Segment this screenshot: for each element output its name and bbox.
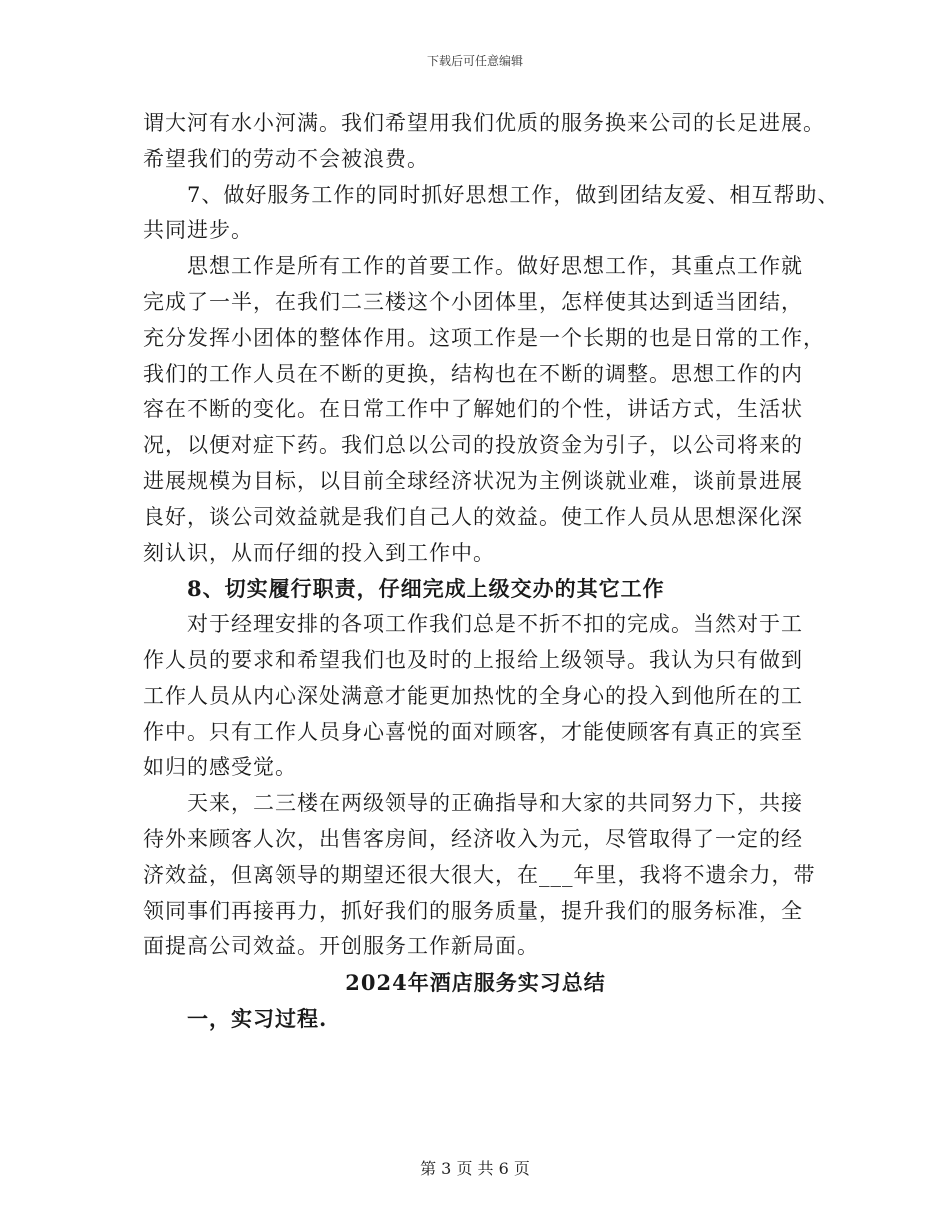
text-line: 完成了一半，在我们二三楼这个小团体里，怎样使其达到适当团结， bbox=[143, 289, 803, 314]
text-line: 刻认识，从而仔细的投入到工作中。 bbox=[143, 540, 495, 565]
text-line: 况，以便对症下药。我们总以公司的投放资金为引子，以公司将来的 bbox=[143, 433, 803, 458]
text-line: 面提高公司效益。开创服务工作新局面。 bbox=[143, 934, 539, 959]
text-line: 济效益，但离领导的期望还很大很大，在___年里，我将不遗余力，带 bbox=[143, 862, 816, 887]
text-line: 思想工作是所有工作的首要工作。做好思想工作，其重点工作就 bbox=[187, 254, 803, 279]
text-line: 进展规模为目标，以目前全球经济状况为主例谈就业难，谈前景进展 bbox=[143, 468, 803, 493]
section-heading: 一，实习过程. bbox=[187, 1005, 328, 1031]
text-line: 我们的工作人员在不断的更换，结构也在不断的调整。思想工作的内 bbox=[143, 361, 803, 386]
text-line: 对于经理安排的各项工作我们总是不折不扣的完成。当然对于工 bbox=[187, 612, 803, 637]
text-line: 共同进步。 bbox=[143, 218, 253, 243]
text-line: 充分发挥小团体的整体作用。这项工作是一个长期的也是日常的工作， bbox=[143, 325, 825, 350]
text-line: 作中。只有工作人员身心喜悦的面对顾客，才能使顾客有真正的宾至 bbox=[143, 719, 803, 744]
page-footer: 第 3 页 共 6 页 bbox=[420, 1159, 530, 1178]
section-title: 2024年酒店服务实习总结 bbox=[345, 970, 606, 996]
text-line: 作人员的要求和希望我们也及时的上报给上级领导。我认为只有做到 bbox=[143, 647, 803, 672]
page-header: 下载后可任意编辑 bbox=[426, 54, 523, 68]
text-line: 希望我们的劳动不会被浪费。 bbox=[143, 146, 429, 171]
text-line: 容在不断的变化。在日常工作中了解她们的个性，讲话方式，生活状 bbox=[143, 397, 803, 422]
text-line: 良好，谈公司效益就是我们自己人的效益。使工作人员从思想深化深 bbox=[143, 504, 803, 529]
text-line: 如归的感受觉。 bbox=[143, 755, 297, 780]
text-line: 工作人员从内心深处满意才能更加热忱的全身心的投入到他所在的工 bbox=[143, 683, 803, 708]
text-line: 待外来顾客人次，出售客房间，经济收入为元，尽管取得了一定的经 bbox=[143, 826, 803, 851]
text-line: 领同事们再接再力，抓好我们的服务质量，提升我们的服务标准，全 bbox=[143, 898, 803, 923]
document-body bbox=[143, 106, 840, 1037]
text-line: 天来，二三楼在两级领导的正确指导和大家的共同努力下，共接 bbox=[187, 791, 803, 816]
section-heading: 8、切实履行职责，仔细完成上级交办的其它工作 bbox=[187, 576, 665, 602]
text-line: 7、做好服务工作的同时抓好思想工作，做到团结友爱、相互帮助、 bbox=[187, 182, 840, 207]
text-line: 谓大河有水小河满。我们希望用我们优质的服务换来公司的长足进展。 bbox=[143, 111, 825, 135]
